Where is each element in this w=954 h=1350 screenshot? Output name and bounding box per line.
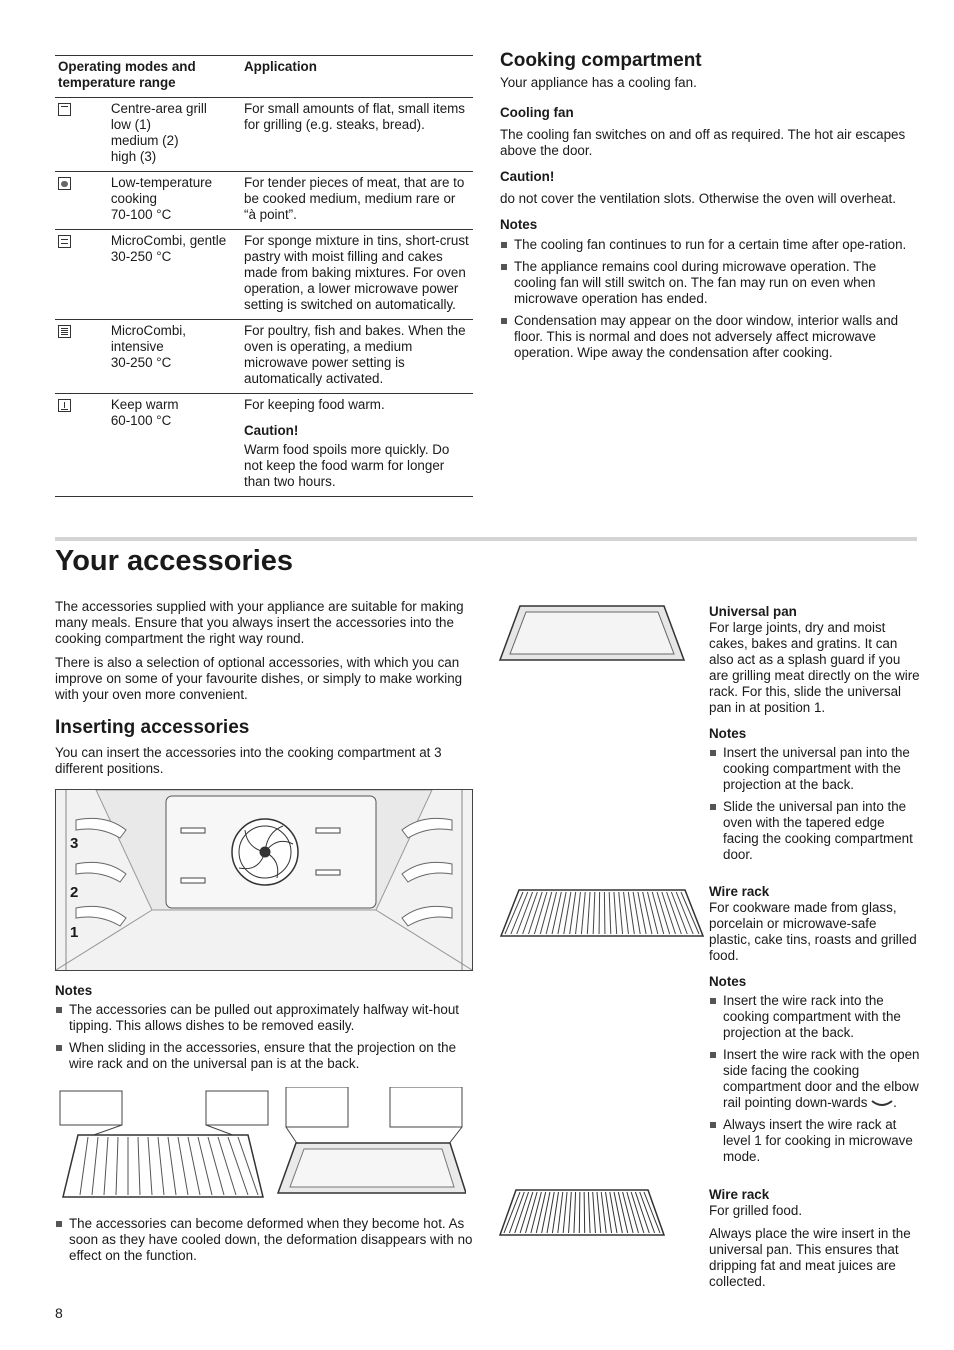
rack-wire — [599, 892, 600, 934]
mode-cell: Centre-area grill low (1) medium (2) high (3) — [108, 98, 241, 172]
mode-cell: MicroCombi, intensive 30-250 °C — [108, 320, 241, 394]
caution-text: Warm food spoils more quickly. Do not keep the food warm for longer than two hours. — [244, 442, 450, 489]
notes-list — [709, 993, 921, 1165]
notes-title: Notes — [709, 726, 747, 741]
cooling-fan-title: Cooling fan — [500, 105, 574, 120]
intro-paragraph: There is also a selection of optional accessories, with which you can improve on some of your favourite dishes, or simply to make working with your oven more convenient. — [55, 655, 463, 702]
application-cell: For small amounts of flat, small items for grilling (e.g. steaks, bread). — [241, 98, 473, 172]
table-row — [55, 230, 473, 320]
wire-rack-insert-image — [498, 1187, 666, 1239]
oven-interior-illustration — [55, 789, 473, 971]
list-item: When sliding in the accessories, ensure that the projection on the wire rack and on the universal pan is at the back. — [55, 1040, 475, 1072]
wire-rack-insert-text: Always place the wire insert in the universal pan. This ensures that dripping fat and meat juices are collected. — [709, 1226, 911, 1289]
inserting-text: You can insert the accessories into the cooking compartment at 3 different positions. — [55, 745, 442, 776]
table-row — [55, 320, 473, 394]
list-item: The appliance remains cool during microwave operation. The cooling fan will still switch on. The fan may run on even when microwave operation has ended. — [500, 259, 918, 307]
mode-cell: Keep warm 60-100 °C — [108, 394, 241, 497]
list-item: Slide the universal pan into the oven with the tapered edge facing the cooking compartment door. — [709, 799, 921, 863]
projection-drawing — [58, 1087, 466, 1199]
application-cell: For poultry, fish and bakes. When the oven is operating, a medium microwave power setting is automatically activated. — [241, 320, 473, 394]
cooling-fan-text: The cooling fan switches on and off as required. The hot air escapes above the door. — [500, 127, 906, 158]
caution-title: Caution! — [500, 169, 555, 184]
wire-rack-drawing — [499, 886, 705, 940]
page-number: 8 — [55, 1305, 63, 1321]
mode-cell: Low-temperature cooking 70-100 °C — [108, 172, 241, 230]
oven-interior-drawing — [56, 790, 472, 970]
intro-paragraph: The accessories supplied with your appliance are suitable for making many meals. Ensure that you always insert the accessories into the cooking compartment the right way round. — [55, 599, 464, 646]
universal-pan-text: For large joints, dry and moist cakes, bakes and gratins. It can also act as a splash guard if you are grilling meat directly on the wire rack. For this, slide the universal pan in at position 1. — [709, 620, 920, 715]
universal-pan-image — [498, 604, 686, 664]
caution-title: Caution! — [244, 423, 299, 438]
notes-list — [55, 1216, 475, 1264]
notes-list — [500, 237, 918, 361]
insert-wire — [584, 1192, 585, 1233]
notes-title: Notes — [500, 217, 538, 232]
wire-rack-section — [709, 884, 921, 1171]
list-item: Insert the wire rack into the cooking compartment with the projection at the back. — [709, 993, 921, 1041]
table-header-mode: Operating modes and temperature range — [55, 56, 241, 98]
cooking-compartment-section — [500, 50, 918, 367]
elbow-rail-icon — [871, 1099, 893, 1107]
wire-rack-image — [499, 886, 705, 940]
table-row — [55, 394, 473, 497]
universal-pan-section — [709, 604, 921, 869]
application-cell: For sponge mixture in tins, short-crust pastry with moist filling and cakes made from baking mixtures. For oven operation, a lower microwave power setting is switched on automatically. — [241, 230, 473, 320]
caution-text: do not cover the ventilation slots. Otherwise the oven will overheat. — [500, 191, 896, 206]
list-item: Insert the universal pan into the cooking compartment with the projection at the back. — [709, 745, 921, 793]
low-temperature-icon — [58, 177, 71, 190]
wire-rack-insert-subtitle: For grilled food. — [709, 1203, 803, 1218]
intro-text: Your appliance has a cooling fan. — [500, 75, 697, 90]
notes-list — [709, 745, 921, 863]
notes-title: Notes — [709, 974, 747, 989]
table-header-application: Application — [241, 56, 473, 98]
projection-illustration — [58, 1087, 466, 1199]
list-item: The accessories can be pulled out approximately halfway wit-hout tipping. This allows dishes to be removed easily. — [55, 1002, 475, 1034]
level-label-3: 3 — [70, 835, 79, 852]
wire-rack-title: Wire rack — [709, 884, 770, 899]
level-label-2: 2 — [70, 884, 79, 901]
list-item: Insert the wire rack with the open side facing the cooking compartment door and the elbow rail pointing down-wards . — [709, 1047, 921, 1111]
level-label-1: 1 — [70, 924, 79, 941]
application-cell: For tender pieces of meat, that are to be cooked medium, medium rare or “à point”. — [241, 172, 473, 230]
deform-note — [55, 1216, 475, 1270]
list-item: The cooling fan continues to run for a certain time after ope-ration. — [500, 237, 918, 253]
notes-title: Notes — [55, 983, 93, 998]
application-cell: For keeping food warm. — [244, 397, 385, 412]
accessories-notes — [55, 983, 475, 1078]
notes-list — [55, 1002, 475, 1072]
table-row — [55, 98, 473, 172]
microcombi-gentle-icon — [58, 235, 71, 248]
list-item: Always insert the wire rack at level 1 for cooking in microwave mode. — [709, 1117, 921, 1165]
universal-pan-title: Universal pan — [709, 604, 797, 619]
wire-rack-insert-title: Wire rack — [709, 1187, 770, 1202]
accessories-intro — [55, 599, 475, 777]
list-item-text: Insert the wire rack with the open side facing the cooking compartment door and the elbow rail pointing down-wards — [723, 1047, 920, 1110]
section-title: Cooking compartment — [500, 50, 702, 71]
wire-insert-drawing — [498, 1187, 666, 1239]
microcombi-intensive-icon — [58, 325, 71, 338]
centre-grill-icon — [58, 103, 71, 116]
insert-wire — [579, 1192, 580, 1233]
section-divider — [55, 537, 917, 541]
mode-cell: MicroCombi, gentle 30-250 °C — [108, 230, 241, 320]
keep-warm-icon — [58, 399, 71, 412]
wire-rack-text: For cookware made from glass, porcelain or microwave-safe plastic, cake tins, roasts and grilled food. — [709, 900, 917, 963]
list-item: Condensation may appear on the door window, interior walls and floor. This is normal and does not adversely affect microwave operation. Wipe away the condensation after cooking. — [500, 313, 918, 361]
list-item: The accessories can become deformed when they become hot. As soon as they have cooled down, the deformation disappears with no effect on the function. — [55, 1216, 475, 1264]
inserting-title: Inserting accessories — [55, 717, 250, 738]
wire-rack-insert-section — [709, 1187, 921, 1290]
table-row — [55, 172, 473, 230]
rack-wire — [604, 892, 605, 934]
page-title: Your accessories — [55, 545, 294, 577]
operating-modes-table — [55, 55, 473, 497]
